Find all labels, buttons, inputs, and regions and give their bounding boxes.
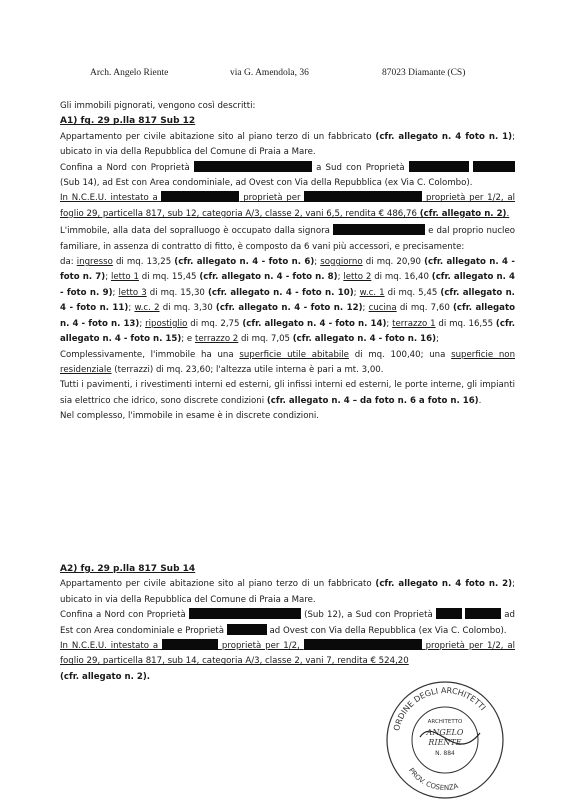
redaction-bar: [304, 191, 422, 202]
room-name: ingresso: [76, 257, 113, 268]
header-city: 87023 Diamante (CS): [382, 68, 466, 78]
intro-line: Gli immobili pignorati, vengono così descritti:: [60, 101, 256, 111]
redaction-bar: [161, 191, 239, 202]
a2-allegato: (cfr. allegato n. 2).: [60, 671, 151, 682]
room-name: w.c. 1: [359, 287, 385, 298]
a1-occupancy: L'immobile, alla data del sopralluogo è occupato dalla signora e dal proprio nucleo familiare, in assenza di contratto di fitto, è composto da 6 vani più accessori, e precisamente:: [60, 226, 515, 252]
architect-stamp: [380, 675, 510, 805]
room-name: w.c. 2: [134, 303, 160, 314]
allegato-ref: (cfr. allegato n. 4 - foto n. 10): [207, 287, 354, 298]
a2-boundaries: Confina a Nord con Proprietà (Sub 12), a Sud con Proprietà ad Est con Area condominiale e Proprietà ad Ovest con Via della Repubblica (ex Via C. Colombo).: [60, 610, 516, 636]
room-name: terrazzo 1: [392, 318, 436, 329]
a1-finishes: Tutti i pavimenti, i rivestimenti interni ed esterni, gli infissi interni ed esterni, le porte interne, gli impianti sia elettrico che idrico, sono discrete condizioni (cfr. allegato n. 4 – da foto n. 6 a foto n. 16).: [60, 380, 515, 406]
allegato-ref: (cfr. allegato n. 4 - foto n. 15): [60, 318, 515, 345]
allegato-ref: (cfr. allegato n. 4 - foto n. 14): [242, 318, 387, 329]
a1-description: Appartamento per civile abitazione sito al piano terzo di un fabbricato (cfr. allegato n. 4 foto n. 1); ubicato in via della Repubblica del Comune di Praia a Mare.: [60, 131, 515, 158]
room-name: ripostiglio: [145, 318, 188, 329]
stamp-inner-name1: ANGELO: [426, 728, 464, 737]
header-author: Arch. Angelo Riente: [90, 68, 169, 78]
allegato-ref: (cfr. allegato n. 4 - foto n. 7): [60, 257, 515, 283]
redaction-bar: [227, 624, 267, 635]
a1-boundaries: Confina a Nord con Proprietà a Sud con Proprietà (Sub 14), ad Est con Area condominiale, ad Ovest con Via della Repubblica (ex Via C. Colombo).: [60, 161, 515, 192]
allegato-ref: (cfr. allegato n. 4 - foto n. 13): [60, 303, 515, 329]
redaction-bar: [162, 639, 218, 650]
stamp-inner-name2: RIENTE: [428, 738, 462, 747]
section-a1: [60, 99, 515, 425]
a1-rooms: da: ingresso di mq. 13,25 (cfr. allegato n. 4 - foto n. 6); soggiorno di mq. 20,90 (cfr. allegato n. 4 - foto n. 7); letto 1 di mq. 15,45 (cfr. allegato n. 4 - foto n. 8); letto 2 di mq. 16,40 (cfr. allegato n. 4 - foto n. 9); letto 3 di mq. 15,30 (cfr. allegato n. 4 - foto n. 10); w.c. 1 di mq. 5,45 (cfr. allegato n. 4 - foto n. 11); w.c. 2 di mq. 3,30 (cfr. allegato n. 4 - foto n. 12); cucina di mq. 7,60 (cfr. allegato n. 4 - foto n. 13); ripostiglio di mq. 2,75 (cfr. allegato n. 4 - foto n. 14); terrazzo 1 di mq. 16,55 (cfr. allegato n. 4 - foto n. 15); e terrazzo 2 di mq. 7,05 (cfr. allegato n. 4 - foto n. 16);: [60, 257, 515, 345]
stamp-outer-text: ORDINE DEGLI ARCHITETTI: [391, 685, 488, 732]
redaction-bar: [189, 608, 301, 619]
room-name: cucina: [368, 303, 397, 314]
allegato-ref: (cfr. allegato n. 4 - foto n. 8): [199, 272, 338, 283]
room-name: terrazzo 2: [194, 334, 239, 345]
redaction-bar: [304, 639, 422, 650]
a2-cadastre: In N.C.E.U. intestato a proprietà per 1/2, proprietà per 1/2, al foglio 29, particella 817, sub 14, categoria A/3, classe 2, vani 7, rendita € 524,20: [60, 641, 516, 667]
allegato-ref: (cfr. allegato n. 4 - foto n. 12): [215, 303, 363, 314]
a2-title: A2) fg. 29 p.lla 817 Sub 14: [60, 564, 196, 574]
a2-description: Appartamento per civile abitazione sito al piano terzo di un fabbricato (cfr. allegato n. 4 foto n. 2); ubicato in via della Repubblica del Comune di Praia a Mare.: [60, 579, 515, 605]
room-name: letto 1: [110, 272, 139, 283]
redaction-bar: [465, 608, 501, 619]
a1-surfaces: Complessivamente, l'immobile ha una superficie utile abitabile di mq. 100,40; una superficie non residenziale (terrazzi) di mq. 23,60; l'altezza utile interna è pari a mt. 3,00.: [60, 349, 516, 375]
a1-cadastre: In N.C.E.U. intestato a proprietà per proprietà per 1/2, al foglio 29, particella 817, sub 12, categoria A/3, classe 2, vani 6,5, rendita € 486,76 (cfr. allegato n. 2).: [60, 193, 516, 219]
section-a2: [60, 562, 515, 685]
header-street: via G. Amendola, 36: [230, 68, 309, 78]
allegato-ref: (cfr. allegato n. 4 - foto n. 9): [60, 272, 515, 298]
a1-conclusion: Nel complesso, l'immobile in esame è in discrete condizioni.: [60, 411, 320, 422]
redaction-bar: [473, 161, 515, 172]
room-name: letto 2: [343, 272, 372, 283]
a1-title: A1) fg. 29 p.lla 817 Sub 12: [60, 116, 196, 127]
redaction-bar: [409, 161, 469, 172]
redaction-bar: [333, 224, 425, 235]
stamp-inner-number: N. 884: [435, 750, 455, 757]
allegato-ref: (cfr. allegato n. 4 - foto n. 16): [292, 334, 437, 345]
allegato-ref: (cfr. allegato n. 4 - foto n. 6): [174, 257, 315, 268]
redaction-bar: [436, 608, 462, 619]
room-name: letto 3: [118, 287, 147, 298]
allegato-ref: (cfr. allegato n. 4 foto n. 1): [375, 131, 513, 142]
allegato-ref: (cfr. allegato n. 4 - foto n. 11): [60, 287, 515, 314]
stamp-bottom-text: PROV. COSENZA: [407, 766, 460, 793]
room-name: soggiorno: [320, 257, 363, 268]
stamp-inner-title: ARCHITETTO: [427, 719, 463, 725]
redaction-bar: [194, 161, 312, 172]
